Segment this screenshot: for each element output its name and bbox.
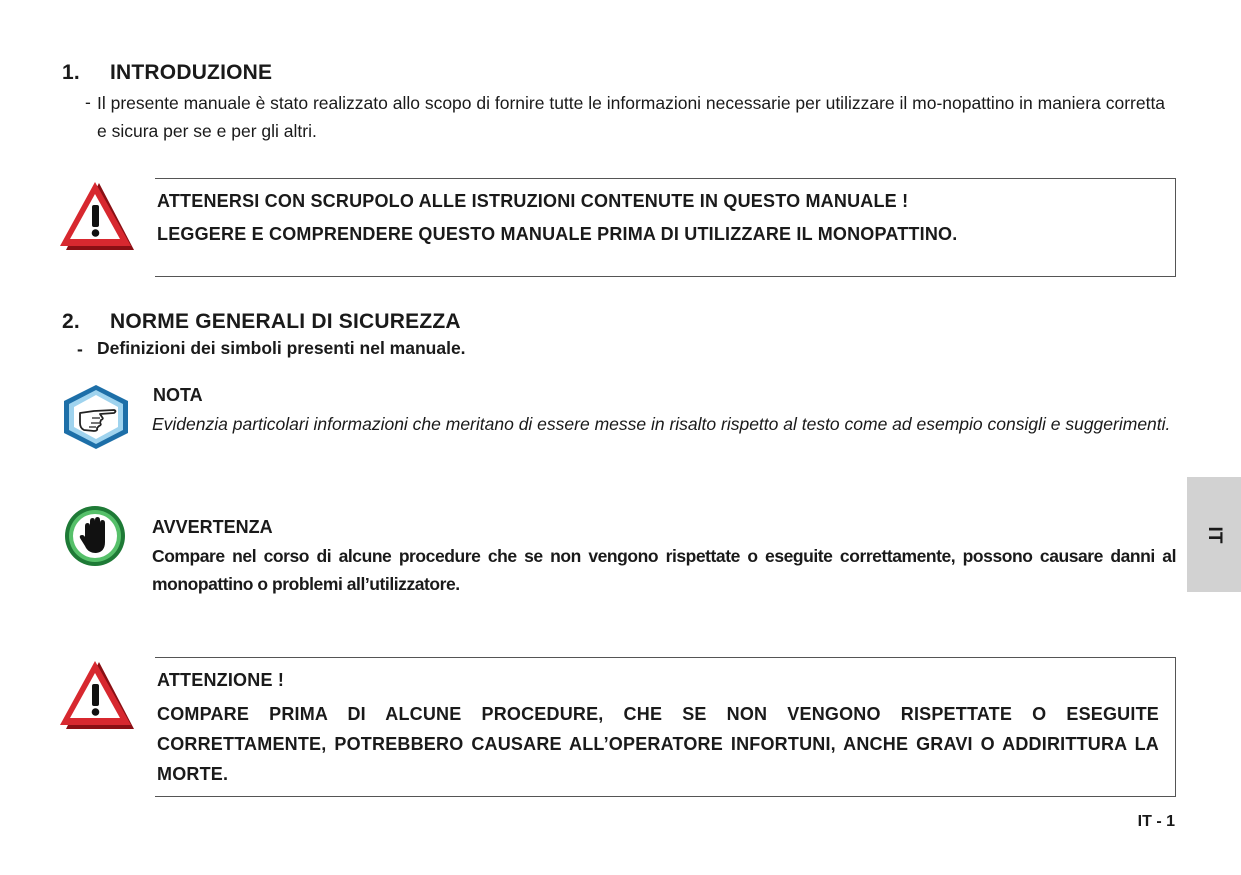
warning-line-2: LEGGERE E COMPRENDERE QUESTO MANUALE PRIMA DI UTILIZZARE IL MONOPATTINO. <box>157 224 958 244</box>
stop-hand-icon <box>63 504 127 568</box>
section-1-paragraph: Il presente manuale è stato realizzato allo scopo di fornire tutte le informazioni necessarie per utilizzare il mo-nopattino in maniera corretta e sicura per se e per gli altri. <box>97 93 1166 141</box>
nota-title: NOTA <box>153 385 203 405</box>
nota-text: Evidenzia particolari informazioni che meritano di essere messe in risalto rispetto al testo come ad esempio consigli e suggerimenti. <box>152 414 1171 434</box>
section-2-number: 2. <box>62 310 80 333</box>
warning-line-1: ATTENERSI CON SCRUPOLO ALLE ISTRUZIONI CONTENUTE IN QUESTO MANUALE ! <box>157 191 909 211</box>
warning-box <box>155 178 1176 277</box>
language-side-tab <box>1187 477 1241 592</box>
page-number: IT - 1 <box>1137 813 1175 830</box>
language-label: IT <box>1204 526 1225 543</box>
pointing-hand-icon <box>62 383 130 451</box>
section-1-number: 1. <box>62 61 80 84</box>
avvertenza-title: AVVERTENZA <box>152 517 273 537</box>
attenzione-text: COMPARE PRIMA DI ALCUNE PROCEDURE, CHE SE NON VENGONO RISPETTATE O ESEGUITE CORRETTAMENTE, POTREBBERO CAUSARE ALL’OPERATORE INFORTUNI, ANCHE GRAVI O ADDIRITTURA LA MORTE. <box>157 704 1159 784</box>
section-2-subtitle: Definizioni dei simboli presenti nel manuale. <box>97 338 466 358</box>
attenzione-box <box>155 657 1176 797</box>
section-1-title: INTRODUZIONE <box>110 61 273 84</box>
warning-triangle-icon <box>57 659 135 735</box>
section-1-dash: - <box>85 92 91 112</box>
warning-triangle-icon <box>57 180 135 256</box>
avvertenza-text: Compare nel corso di alcune procedure che se non vengono rispettate o eseguite correttamente, possono causare danni al monopattino o problemi all’utilizzatore. <box>152 546 1176 594</box>
attenzione-title: ATTENZIONE ! <box>157 670 285 690</box>
section-2-dash: - <box>77 339 83 359</box>
section-2-title: NORME GENERALI DI SICUREZZA <box>110 310 461 333</box>
